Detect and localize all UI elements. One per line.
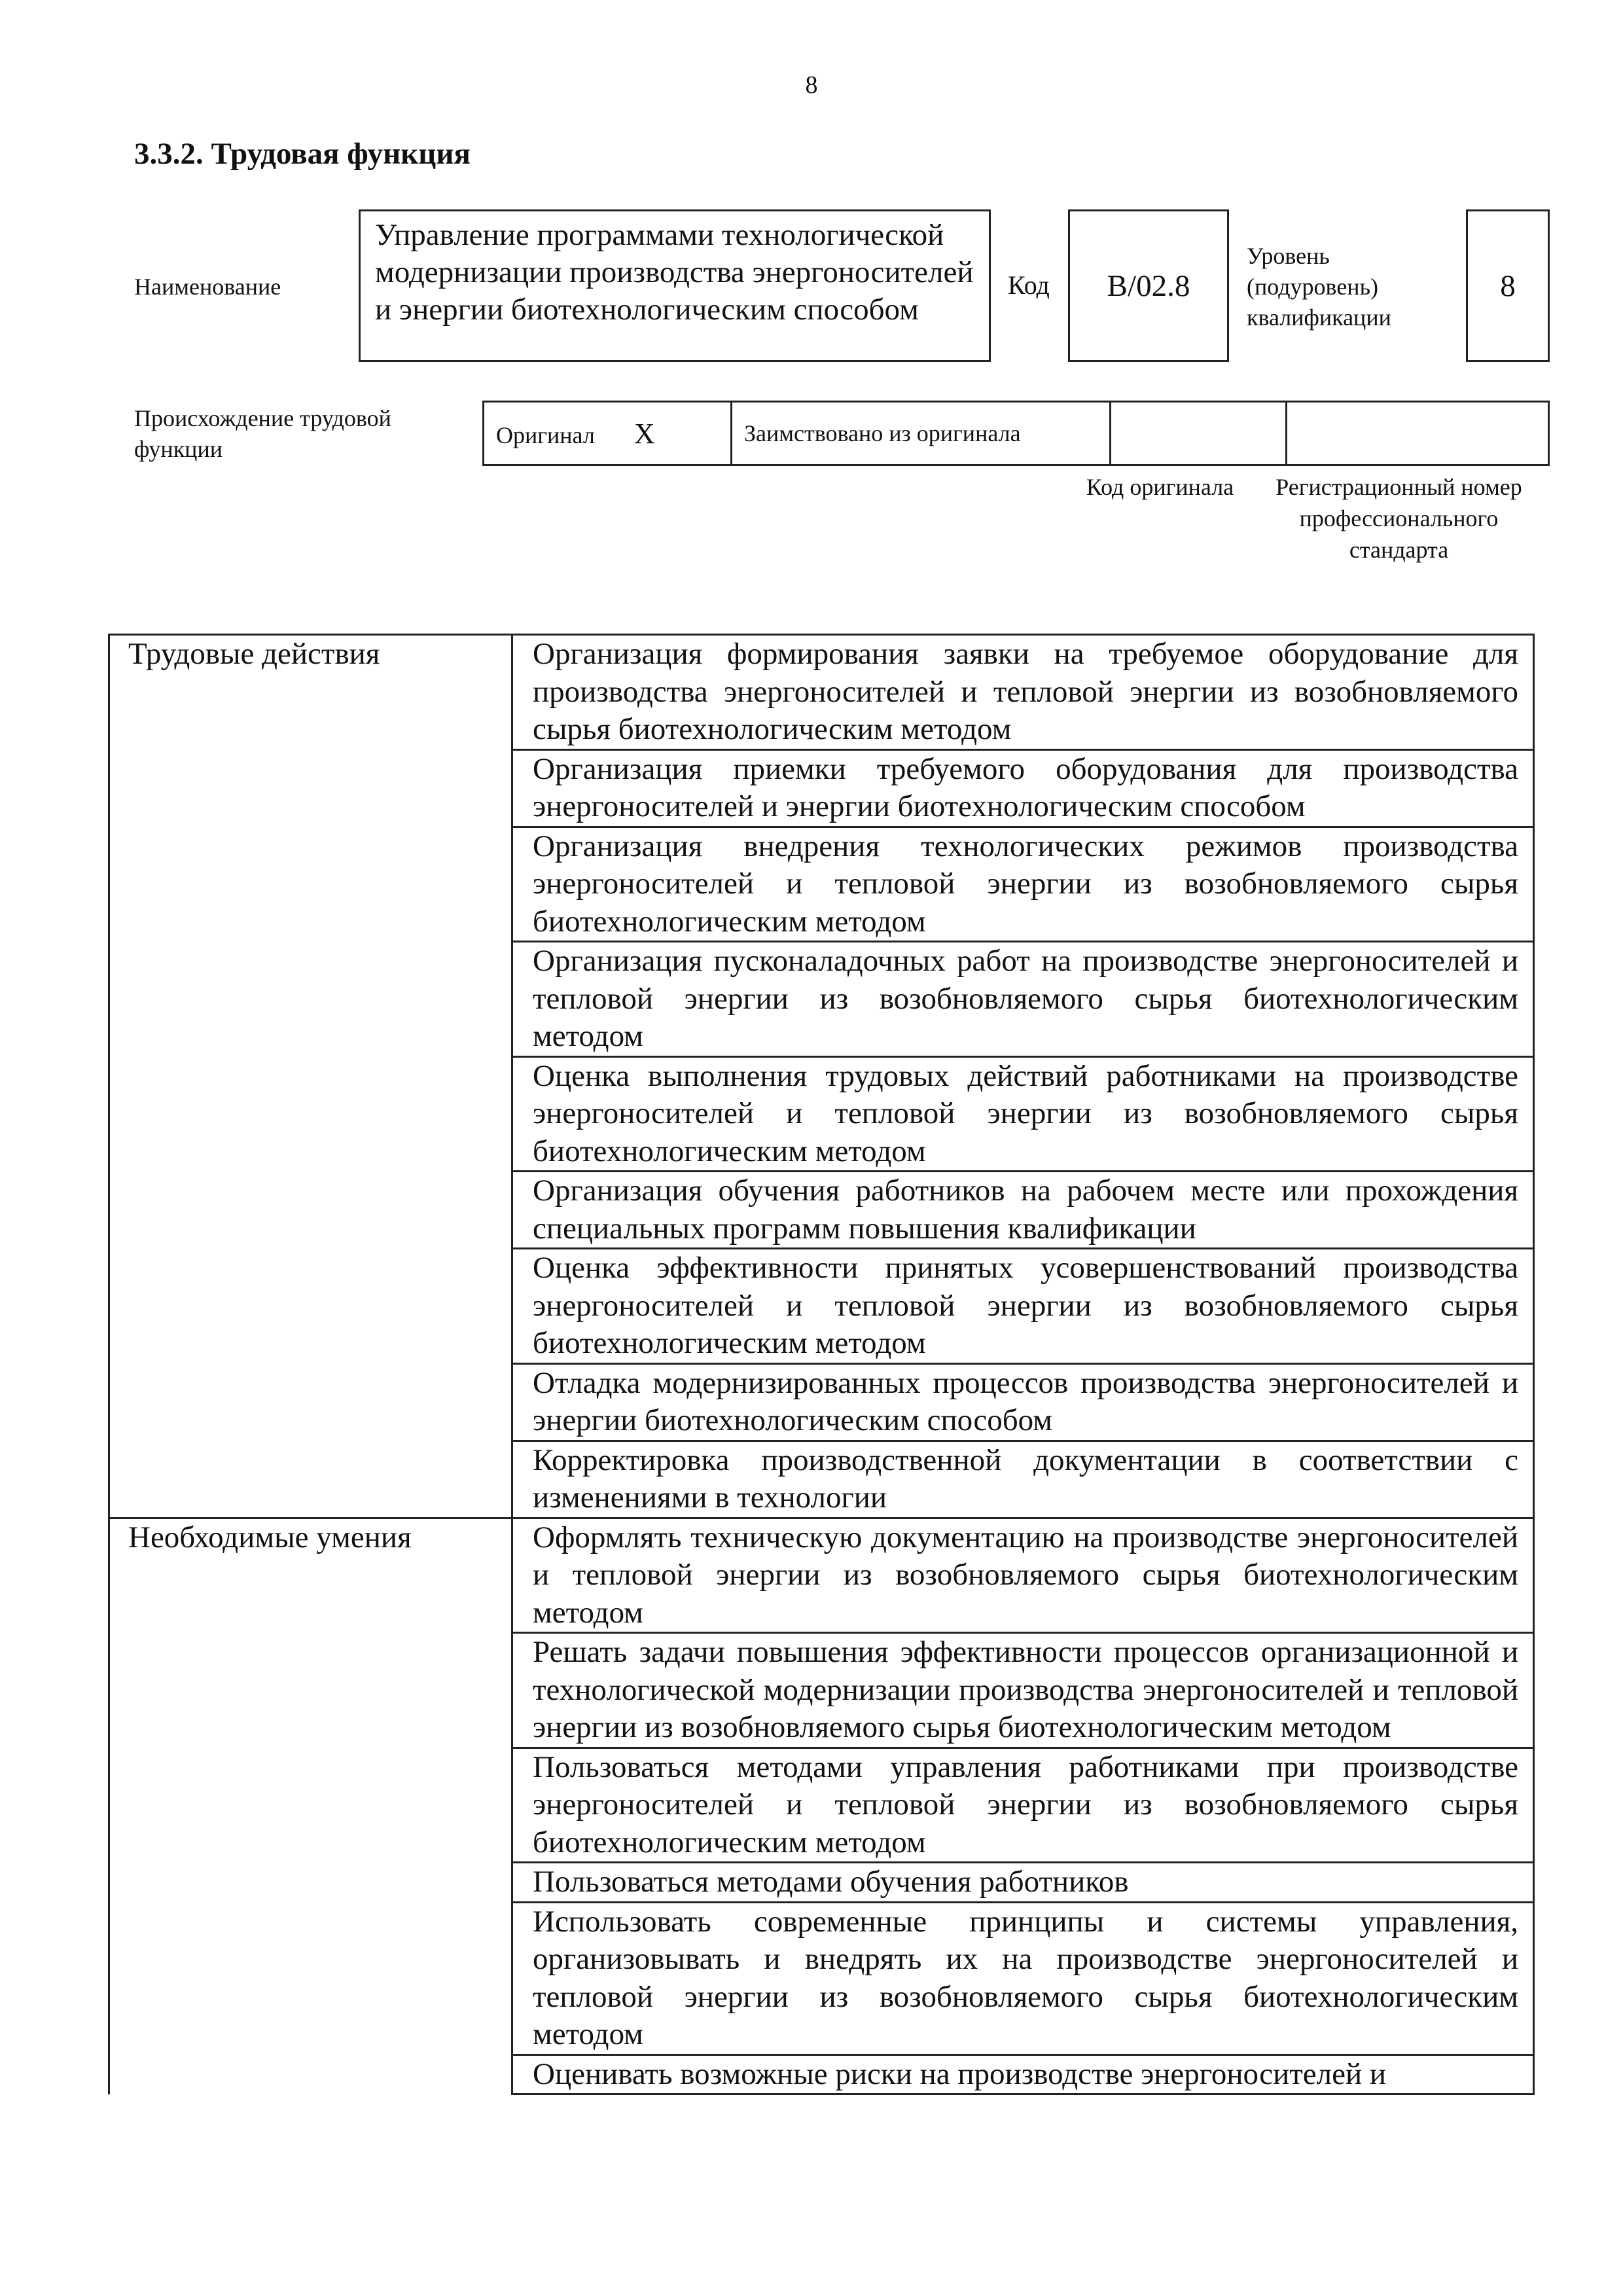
origin-code-cell xyxy=(1111,402,1287,465)
origin-original-cell xyxy=(484,402,732,465)
origin-label: Происхождение трудовой функции xyxy=(134,405,391,462)
section-title: 3.3.2. Трудовая функция xyxy=(134,137,471,171)
function-name-field: Управление программами технологической модернизации производства энергоносителей и энергии биотехнологическим способом xyxy=(359,209,991,362)
section-item: Организация обучения работников на рабочем месте или прохождения специальных программ повышения квалификации xyxy=(512,1172,1534,1249)
section-item: Организация приемки требуемого оборудования для производства энергоносителей и энергии биотехнологическим способом xyxy=(512,749,1534,827)
function-details-table xyxy=(108,634,1535,2095)
section-item: Оценка эффективности принятых усовершенствований производства энергоносителей и тепловой энергии из возобновляемого сырья биотехнологическим методом xyxy=(512,1249,1534,1364)
section-item: Оценивать возможные риски на производстве энергоносителей и xyxy=(512,2054,1534,2094)
origin-reg-caption: Регистрационный номер профессионального стандарта xyxy=(1275,474,1522,563)
section-title-cell: Необходимые умения xyxy=(109,1518,512,2094)
code-label: Код xyxy=(1008,270,1050,300)
origin-original-label: Оригинал xyxy=(496,422,595,448)
section-title-cell: Трудовые действия xyxy=(109,635,512,1518)
section-item: Пользоваться методами управления работниками при производстве энергоносителей и тепловой энергии из возобновляемого сырья биотехнологическим методом xyxy=(512,1748,1534,1863)
section-item: Оформлять техническую документацию на производстве энергоносителей и тепловой энергии из возобновляемого сырья биотехнологическим методом xyxy=(512,1518,1534,1633)
section-item: Оценка выполнения трудовых действий работниками на производстве энергоносителей и тепловой энергии из возобновляемого сырья биотехнологическим методом xyxy=(512,1056,1534,1172)
origin-table xyxy=(482,401,1550,466)
section-item: Отладка модернизированных процессов производства энергоносителей и энергии биотехнологическим способом xyxy=(512,1363,1534,1441)
function-code-field: B/02.8 xyxy=(1068,209,1229,362)
table-row xyxy=(109,1518,1534,1633)
qualification-level-label: Уровень (подуровень) квалификации xyxy=(1247,243,1391,331)
origin-original-mark: X xyxy=(633,417,655,450)
origin-code-caption: Код оригинала xyxy=(1086,474,1234,500)
section-item: Корректировка производственной документации в соответствии с изменениями в технологии xyxy=(512,1441,1534,1518)
section-item: Пользоваться методами обучения работников xyxy=(512,1863,1534,1903)
page-number: 8 xyxy=(805,71,818,99)
section-item: Организация формирования заявки на требуемое оборудование для производства энергоносителей и тепловой энергии из возобновляемого сырья биотехнологическим методом xyxy=(512,635,1534,750)
section-item: Организация внедрения технологических режимов производства энергоносителей и тепловой энергии из возобновляемого сырья биотехнологическим методом xyxy=(512,827,1534,942)
section-item: Решать задачи повышения эффективности процессов организационной и технологической модернизации производства энергоносителей и тепловой энергии из возобновляемого сырья биотехнологическим методом xyxy=(512,1633,1534,1748)
name-label: Наименование xyxy=(134,274,281,300)
section-item: Организация пусконаладочных работ на производстве энергоносителей и тепловой энергии из возобновляемого сырья биотехнологическим методом xyxy=(512,942,1534,1057)
qualification-level-field: 8 xyxy=(1466,209,1550,362)
table-row xyxy=(109,635,1534,750)
origin-reg-number-cell xyxy=(1287,402,1549,465)
origin-borrowed-label: Заимствовано из оригинала xyxy=(732,402,1111,465)
section-item: Использовать современные принципы и системы управления, организовывать и внедрять их на производстве энергоносителей и тепловой энергии из возобновляемого сырья биотехнологическим методом xyxy=(512,1902,1534,2054)
